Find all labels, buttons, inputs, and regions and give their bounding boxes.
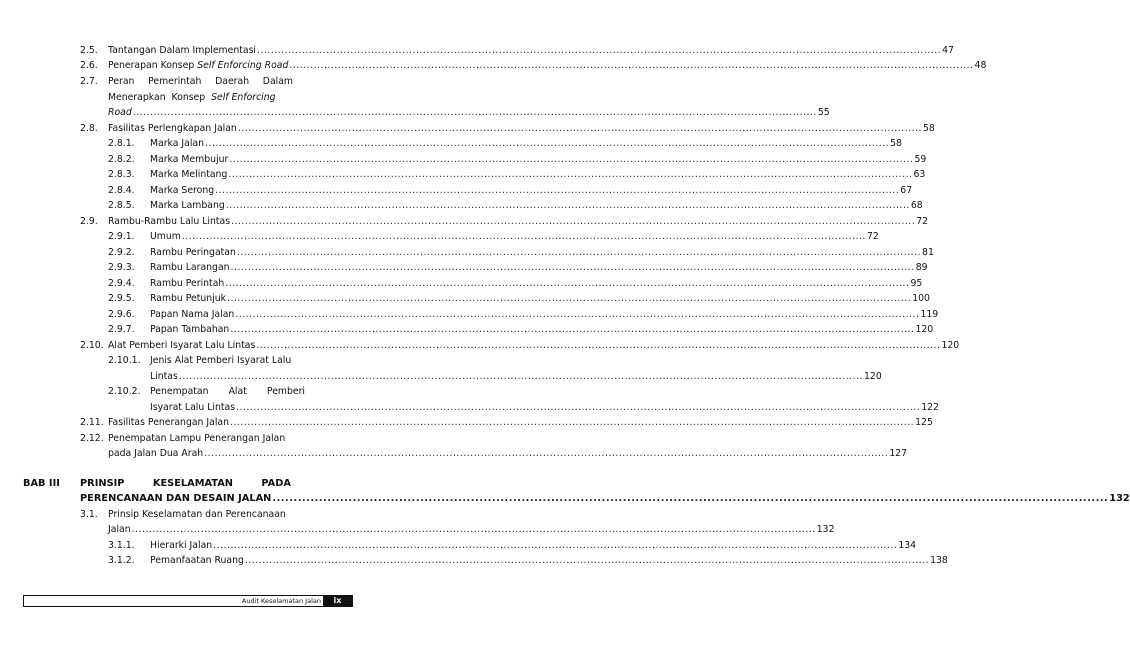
entry-page: 59 <box>914 154 927 165</box>
toc-entry-continued: pada Jalan Dua Arah ..... 127 <box>108 447 353 461</box>
dot-leader <box>182 230 866 244</box>
dot-leader <box>230 416 914 430</box>
footer-book-title: Audit Keselamatan Jalan <box>241 597 321 605</box>
toc-entry[interactable] <box>80 432 353 446</box>
entry-title: Rambu Peringatan <box>150 247 236 258</box>
entry-number: 2.8.2. <box>108 154 135 165</box>
page-footer <box>23 595 353 607</box>
entry-page: 125 <box>915 417 933 428</box>
entry-title-line1: Jenis Alat Pemberi Isyarat Lalu <box>150 355 292 366</box>
dot-leader <box>215 184 899 198</box>
dot-leader <box>227 292 911 306</box>
entry-title: Marka Melintang <box>150 169 228 180</box>
toc-entry-continued: Jalan ..... 132 <box>108 523 353 537</box>
dot-leader <box>205 137 889 151</box>
entry-page: 95 <box>910 278 923 289</box>
dot-leader <box>132 523 816 537</box>
entry-number: 2.9.5. <box>108 293 135 304</box>
dot-leader <box>231 261 915 275</box>
entry-title: Umum <box>150 231 181 242</box>
entry-number: 2.8.5. <box>108 200 135 211</box>
toc-entry-continued: Isyarat Lalu Lintas ..... 122 <box>150 401 353 415</box>
dot-leader <box>225 277 909 291</box>
entry-title: Fasilitas Penerangan Jalan <box>108 417 229 428</box>
entry-page: 120 <box>915 324 934 335</box>
entry-page: 134 <box>898 540 917 551</box>
dot-leader <box>230 323 914 337</box>
dot-leader <box>256 339 940 353</box>
toc-entry[interactable] <box>80 122 935 136</box>
toc-entry-continued: Road ..... 55 <box>108 106 353 120</box>
toc-entry[interactable] <box>80 59 987 73</box>
entry-page: 58 <box>922 123 935 134</box>
entry-number: 2.7. <box>80 76 98 87</box>
entry-number: 2.10.2. <box>108 386 141 397</box>
toc-entry[interactable] <box>80 75 353 89</box>
entry-page: 63 <box>913 169 926 180</box>
entry-page: 89 <box>915 262 928 273</box>
entry-title: Marka Serong <box>150 185 215 196</box>
entry-title-line1: Prinsip Keselamatan dan Perencanaan <box>108 509 286 520</box>
entry-number: 2.10. <box>80 340 104 351</box>
entry-number: 2.12. <box>80 433 104 444</box>
entry-number: 2.10.1. <box>108 355 141 366</box>
entry-number: 2.9.7. <box>108 324 135 335</box>
toc-entry[interactable] <box>108 323 934 337</box>
entry-title-line1: Peran Pemerintah Daerah Dalam <box>108 76 293 87</box>
toc-entry[interactable] <box>80 44 954 58</box>
toc-entry[interactable] <box>108 539 917 553</box>
entry-page: 47 <box>942 45 954 56</box>
dot-leader <box>245 554 929 568</box>
dot-leader <box>229 153 913 167</box>
entry-page: 132 <box>816 524 835 535</box>
toc-entry-continued: Lintas ..... 120 <box>150 370 353 384</box>
entry-title: Rambu Petunjuk <box>150 293 227 304</box>
entry-number: 3.1. <box>80 509 98 520</box>
toc-entry[interactable] <box>108 230 879 244</box>
toc-entry[interactable] <box>80 215 929 229</box>
dot-leader <box>204 447 888 461</box>
dot-leader <box>226 199 910 213</box>
entry-page: 81 <box>922 247 934 258</box>
entry-title: Tantangan Dalam Implementasi <box>108 45 256 56</box>
chapter-entry[interactable] <box>23 477 353 491</box>
dot-leader <box>133 106 817 120</box>
toc-entry[interactable] <box>108 261 928 275</box>
entry-page: 122 <box>921 402 939 413</box>
entry-title: Papan Tambahan <box>150 324 230 335</box>
entry-number: 2.9.2. <box>108 247 135 258</box>
toc-entry-continued: Menerapkan Konsep Self Enforcing <box>108 92 276 103</box>
dot-leader <box>289 59 973 73</box>
entry-title: Marka Jalan <box>150 138 205 149</box>
entry-number: 3.1.1. <box>108 540 135 551</box>
dot-leader <box>257 44 941 58</box>
entry-number: 2.11. <box>80 417 104 428</box>
dot-leader <box>235 308 919 322</box>
chapter-title-line1: PRINSIP KESELAMATAN PADA <box>80 478 291 489</box>
entry-title: Rambu Perintah <box>150 278 225 289</box>
dot-leader <box>213 539 897 553</box>
entry-title: Rambu Larangan <box>150 262 230 273</box>
entry-number: 2.8.4. <box>108 185 135 196</box>
entry-title: Penerapan Konsep Self Enforcing Road <box>108 60 289 71</box>
entry-title: Marka Membujur <box>150 154 229 165</box>
dot-leader <box>237 246 921 260</box>
toc-entry[interactable] <box>108 277 923 291</box>
dot-leader <box>236 401 920 415</box>
toc-entry[interactable] <box>108 153 927 167</box>
toc-entry[interactable] <box>108 554 948 568</box>
entry-number: 2.8.3. <box>108 169 135 180</box>
entry-page: 68 <box>910 200 923 211</box>
toc-entry[interactable] <box>108 184 913 198</box>
entry-page: 138 <box>930 555 948 566</box>
chapter-number: BAB III <box>23 478 60 489</box>
entry-number: 2.8.1. <box>108 138 135 149</box>
entry-number: 2.9.6. <box>108 309 135 320</box>
entry-page: 120 <box>941 340 960 351</box>
entry-page: 119 <box>920 309 939 320</box>
entry-number: 2.9.3. <box>108 262 135 273</box>
toc-entry[interactable] <box>80 339 960 353</box>
toc-entry[interactable] <box>108 385 353 399</box>
entry-page: 127 <box>889 448 908 459</box>
entry-title: Papan Nama Jalan <box>150 309 235 320</box>
toc-entry[interactable] <box>108 199 923 213</box>
entry-number: 2.5. <box>80 45 98 56</box>
toc-entry[interactable] <box>80 416 933 430</box>
dot-leader <box>228 168 912 182</box>
entry-page: 100 <box>912 293 930 304</box>
entry-page: 67 <box>900 185 913 196</box>
dot-leader <box>272 492 1108 506</box>
toc-entry[interactable] <box>108 246 934 260</box>
footer-page-number: ix <box>323 595 352 607</box>
entry-title: Fasilitas Perlengkapan Jalan <box>108 123 237 134</box>
entry-number: 2.8. <box>80 123 98 134</box>
dot-leader <box>238 122 922 136</box>
entry-number: 2.9.4. <box>108 278 135 289</box>
entry-title: Alat Pemberi Isyarat Lalu Lintas <box>108 340 256 351</box>
entry-page: 48 <box>974 60 987 71</box>
entry-title: Pemanfaatan Ruang <box>150 555 244 566</box>
toc-entry[interactable] <box>108 308 939 322</box>
entry-title-line1: Penempatan Alat Pemberi <box>150 386 305 397</box>
entry-title: Hierarki Jalan <box>150 540 213 551</box>
entry-page: 55 <box>817 107 830 118</box>
chapter-page: 132 <box>1109 493 1130 504</box>
entry-page: 58 <box>890 138 903 149</box>
entry-page: 72 <box>866 231 879 242</box>
dot-leader <box>231 215 915 229</box>
toc-entry[interactable] <box>108 292 930 306</box>
entry-number: 2.9. <box>80 216 98 227</box>
entry-number: 2.9.1. <box>108 231 135 242</box>
toc-entry[interactable] <box>108 137 903 151</box>
toc-entry[interactable] <box>108 354 353 368</box>
entry-title-line1: Penempatan Lampu Penerangan Jalan <box>108 433 286 444</box>
entry-number: 3.1.2. <box>108 555 135 566</box>
entry-number: 2.6. <box>80 60 98 71</box>
entry-page: 72 <box>916 216 929 227</box>
entry-title: Rambu-Rambu Lalu Lintas <box>108 216 231 227</box>
chapter-entry-continued: PERENCANAAN DAN DESAIN JALAN ..... 132 <box>80 492 353 506</box>
toc-entry[interactable] <box>80 508 353 522</box>
entry-title: Marka Lambang <box>150 200 225 211</box>
dot-leader <box>179 370 863 384</box>
toc-entry[interactable] <box>108 168 926 182</box>
entry-page: 120 <box>863 371 882 382</box>
